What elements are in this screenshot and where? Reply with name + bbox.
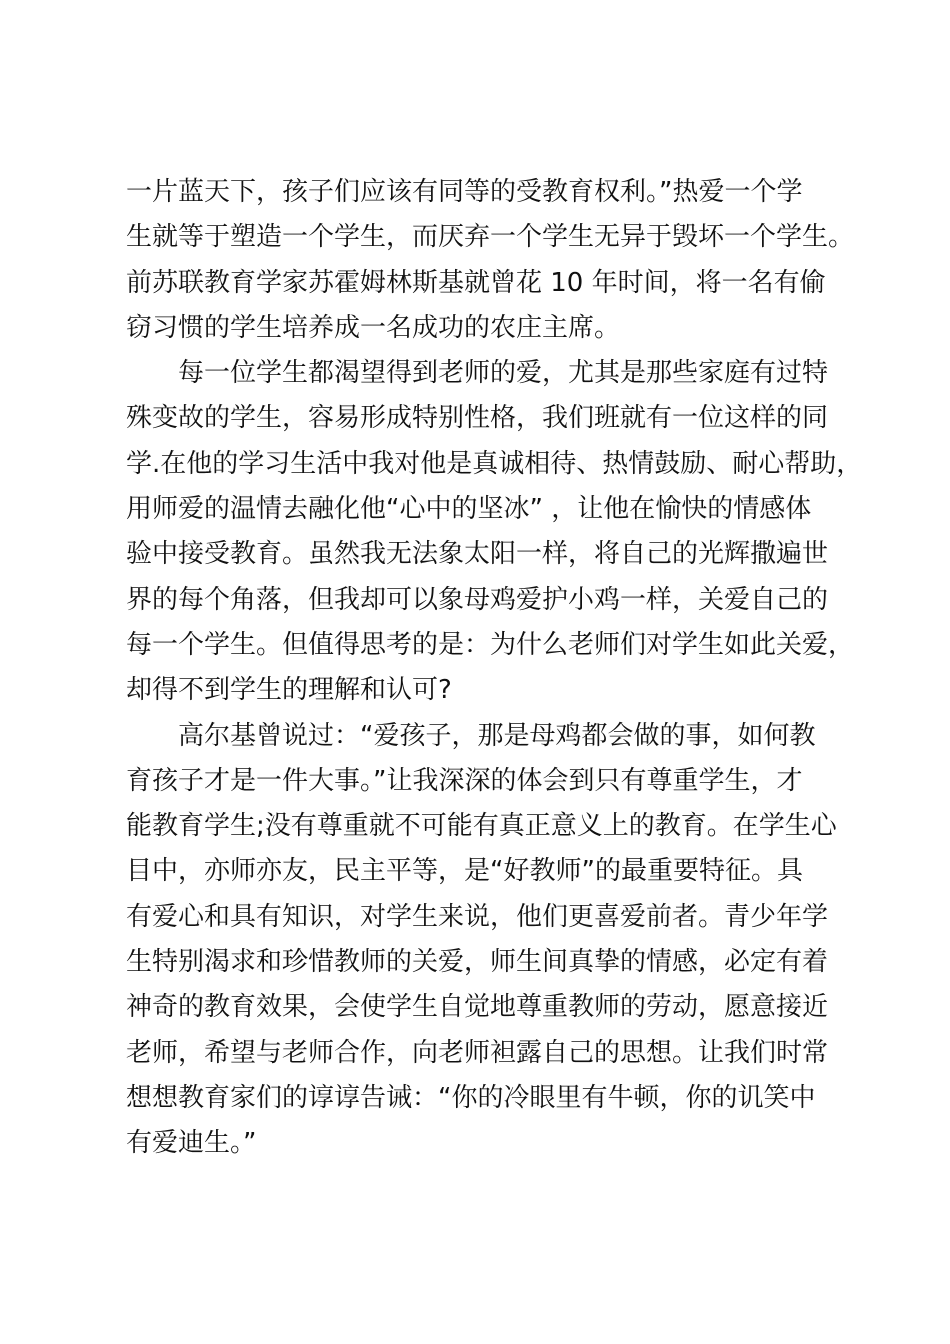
text-line: 却得不到学生的理解和认可? bbox=[126, 675, 452, 706]
text-line: 想想教育家们的谆谆告诫：“你的冷眼里有牛顿，你的讥笑中 bbox=[126, 1082, 816, 1113]
text-line: 能教育学生;没有尊重就不可能有真正意义上的教育。在学生心 bbox=[126, 811, 837, 842]
body-text bbox=[126, 170, 863, 1167]
text-line: 用师爱的温情去融化他“心中的坚冰” ，让他在愉快的情感体 bbox=[126, 494, 812, 525]
text-line: 神奇的教育效果，会使学生自觉地尊重教师的劳动，愿意接近 bbox=[126, 992, 829, 1023]
text-line: 目中，亦师亦友，民主平等，是“好教师”的最重要特征。具 bbox=[126, 856, 803, 887]
text-line: 育孩子才是一件大事。”让我深深的体会到只有尊重学生，才 bbox=[126, 765, 803, 796]
text-line: 每一个学生。但值得思考的是：为什么老师们对学生如此关爱， bbox=[126, 629, 855, 660]
text-line: 生特别渴求和珍惜教师的关爱，师生间真挚的情感，必定有着 bbox=[126, 947, 829, 978]
text-line: 有爱迪生。” bbox=[126, 1128, 257, 1159]
text-line: 殊变故的学生，容易形成特别性格，我们班就有一位这样的同 bbox=[126, 403, 829, 434]
text-line: 有爱心和具有知识，对学生来说，他们更喜爱前者。青少年学 bbox=[126, 901, 829, 932]
text-line: 窃习惯的学生培养成一名成功的农庄主席。 bbox=[126, 312, 621, 343]
text-line: 前苏联教育学家苏霍姆林斯基就曾花 10 年时间，将一名有偷 bbox=[126, 267, 826, 298]
text-line: 老师，希望与老师合作，向老师袒露自己的思想。让我们时常 bbox=[126, 1037, 829, 1068]
text-line: 验中接受教育。虽然我无法象太阳一样，将自己的光辉撒遍世 bbox=[126, 539, 829, 570]
text-line: 生就等于塑造一个学生，而厌弃一个学生无异于毁坏一个学生。 bbox=[126, 222, 855, 253]
text-line: 一片蓝天下，孩子们应该有同等的受教育权利。”热爱一个学 bbox=[126, 177, 803, 207]
text-line: 界的每个角落，但我却可以象母鸡爱护小鸡一样，关爱自己的 bbox=[126, 584, 829, 615]
paragraph-start-line: 每一位学生都渴望得到老师的爱，尤其是那些家庭有过特 bbox=[178, 358, 829, 389]
text-line: 学.在他的学习生活中我对他是真诚相待、热情鼓励、耐心帮助， bbox=[126, 448, 863, 479]
paragraph-start-line: 高尔基曾说过：“爱孩子，那是母鸡都会做的事，如何教 bbox=[178, 720, 816, 751]
